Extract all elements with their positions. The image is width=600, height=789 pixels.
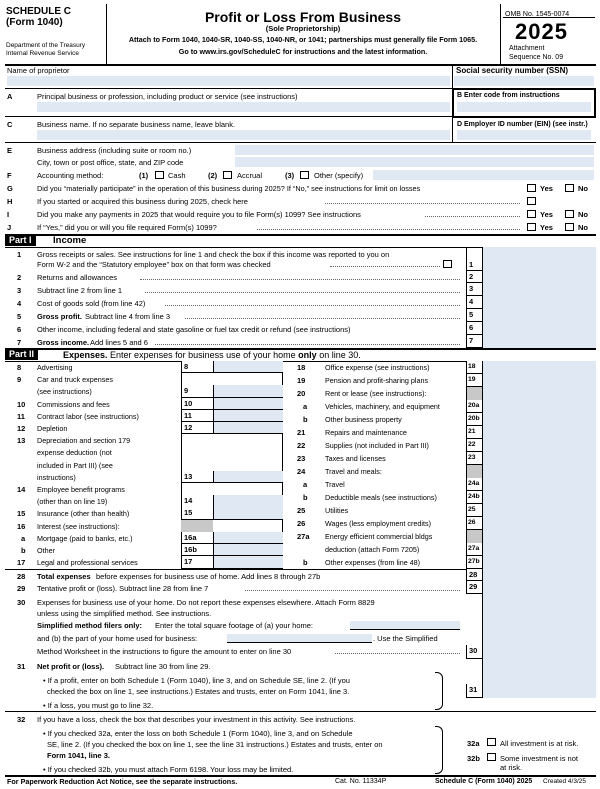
right-line-box: 22 bbox=[466, 439, 482, 452]
line-a-letter: A bbox=[7, 92, 13, 101]
left-line-label: Employee benefit programs bbox=[37, 485, 125, 494]
g-yes-label: Yes bbox=[540, 184, 553, 193]
right-line-label: Travel and meals: bbox=[325, 467, 382, 476]
right-line-label: Energy efficient commercial bldgs bbox=[325, 532, 433, 541]
goto-note: Go to www.irs.gov/ScheduleC for instructions and the latest information. bbox=[178, 47, 428, 56]
left-line-num: b bbox=[21, 546, 26, 555]
j-no-label: No bbox=[578, 223, 588, 232]
attach-note: Attach to Form 1040, 1040-SR, 1040-SS, 1040-NR, or 1041; partnerships must generally file Form 1065. bbox=[128, 35, 478, 44]
right-line-label: Deductible meals (see instructions) bbox=[325, 493, 437, 502]
left-amount-field[interactable] bbox=[213, 471, 283, 483]
left-line-label: (other than on line 19) bbox=[37, 497, 108, 507]
form-label: (Form 1040) bbox=[6, 17, 63, 28]
omb-number: OMB No. 1545-0074 bbox=[505, 11, 570, 18]
form-subtitle: (Sole Proprietorship) bbox=[265, 24, 341, 33]
line31-profit-b: checked the box on line 1, see instructions.) Estates and trusts, enter on Form 1041, line 3. bbox=[47, 687, 350, 696]
right-line-num: 26 bbox=[297, 519, 306, 528]
right-line-num: 18 bbox=[297, 363, 306, 372]
all-at-risk-label: All investment is at risk. bbox=[500, 739, 579, 748]
created-date: Created 4/3/25 bbox=[543, 778, 587, 785]
right-line-label: Vehicles, machinery, and equipment bbox=[325, 402, 440, 411]
other-method-label: Other (specify) bbox=[314, 171, 364, 180]
left-line-label: Commissions and fees bbox=[37, 399, 110, 409]
left-line-label: Other bbox=[37, 546, 55, 555]
right-line-box: 19 bbox=[466, 374, 482, 387]
left-line-num: 11 bbox=[17, 411, 25, 421]
left-amount-field[interactable] bbox=[213, 556, 283, 568]
left-line-num: 10 bbox=[17, 399, 26, 409]
right-line-box: 26 bbox=[466, 517, 482, 530]
right-line-label: Taxes and licenses bbox=[325, 454, 386, 463]
right-shaded-cell bbox=[466, 465, 482, 478]
right-line-label: Other expenses (from line 48) bbox=[325, 558, 421, 567]
right-line-num: a bbox=[303, 402, 308, 411]
right-line-box: 18 bbox=[466, 361, 482, 374]
left-amount-field[interactable] bbox=[213, 495, 283, 507]
business-city-field[interactable] bbox=[235, 157, 594, 167]
line31-label: Subtract line 30 from line 29. bbox=[115, 662, 211, 671]
left-amount-field[interactable] bbox=[213, 532, 283, 544]
line3-label: Subtract line 2 from line 1 bbox=[37, 286, 123, 295]
right-line-num: b bbox=[303, 558, 308, 567]
left-line-label: Car and truck expenses bbox=[37, 375, 113, 385]
left-line-num: 8 bbox=[17, 363, 22, 372]
left-line-label: Depletion bbox=[37, 424, 68, 433]
right-line-num: 27a bbox=[297, 532, 310, 541]
line30-text-d2: . Use the Simplified bbox=[373, 634, 438, 643]
attachment-label: Attachment bbox=[509, 45, 545, 52]
line-f-letter: F bbox=[7, 171, 12, 180]
statutory-employee-checkbox[interactable] bbox=[443, 260, 452, 268]
right-line-box: 24b bbox=[466, 491, 482, 504]
line29-label: Tentative profit or (loss). Subtract line 28 from line 7 bbox=[37, 584, 209, 593]
i-yes-checkbox[interactable] bbox=[527, 210, 536, 218]
left-line-label: instructions) bbox=[37, 472, 76, 482]
schedule-label: SCHEDULE C bbox=[6, 6, 72, 17]
cash-checkbox[interactable] bbox=[155, 171, 164, 179]
j-no-checkbox[interactable] bbox=[565, 223, 574, 231]
left-line-label: Legal and professional services bbox=[37, 558, 138, 568]
left-line-box: 9 bbox=[181, 385, 213, 397]
h-checkbox[interactable] bbox=[527, 197, 536, 205]
left-line-box: 15 bbox=[181, 507, 213, 519]
line28-label: before expenses for business use of home. Add lines 8 through 27b bbox=[96, 572, 321, 581]
left-amount-field[interactable] bbox=[213, 507, 283, 519]
line32-a-text1: • If you checked 32a, enter the loss on both Schedule 1 (Form 1040), line 3, and on Schedule bbox=[43, 729, 353, 738]
proprietor-name-field[interactable] bbox=[7, 76, 450, 86]
some-not-at-risk-label2: at risk. bbox=[500, 763, 523, 772]
left-line-box: 13 bbox=[181, 471, 213, 483]
right-line-box: 27a bbox=[466, 543, 482, 556]
business-code-field[interactable] bbox=[457, 102, 591, 112]
line7-bold: Gross income. bbox=[37, 338, 90, 347]
business-address-field[interactable] bbox=[235, 145, 594, 155]
line2-label: Returns and allowances bbox=[37, 273, 118, 282]
line4-label: Cost of goods sold (from line 42) bbox=[37, 299, 146, 308]
right-line-label: Wages (less employment credits) bbox=[325, 519, 431, 528]
other-method-checkbox[interactable] bbox=[300, 171, 309, 179]
catalog-number: Cat. No. 11334P bbox=[335, 778, 387, 785]
left-line-box: 12 bbox=[181, 422, 213, 434]
left-line-box: 16b bbox=[181, 544, 213, 556]
right-line-label: deduction (attach Form 7205) bbox=[325, 545, 420, 554]
left-line-box: 8 bbox=[181, 361, 213, 373]
left-line-label: Insurance (other than health) bbox=[37, 509, 130, 519]
left-line-num: 14 bbox=[17, 485, 26, 494]
left-amount-field[interactable] bbox=[213, 410, 283, 422]
right-line-num: a bbox=[303, 480, 308, 489]
right-line-label: Travel bbox=[325, 480, 345, 489]
line-b-label: B Enter code from instructions bbox=[457, 92, 560, 99]
proprietor-name-label: Name of proprietor bbox=[7, 66, 70, 75]
line31-amount[interactable] bbox=[482, 659, 596, 698]
line-i-letter: I bbox=[7, 210, 10, 219]
all-at-risk-checkbox[interactable] bbox=[487, 738, 496, 746]
form-title: Profit or Loss From Business bbox=[204, 9, 402, 25]
line-i-label: Did you make any payments in 2025 that would require you to file Form(s) 1099? See instructions bbox=[37, 210, 361, 219]
some-not-at-risk-label: Some investment is not bbox=[500, 754, 578, 763]
right-line-box: 21 bbox=[466, 426, 482, 439]
i-no-checkbox[interactable] bbox=[565, 210, 574, 218]
left-line-label: Mortgage (paid to banks, etc.) bbox=[37, 533, 133, 543]
line-j-label: If “Yes,” did you or will you file required Form(s) 1099? bbox=[37, 223, 217, 232]
right-line-box: 23 bbox=[466, 452, 482, 465]
i-no-label: No bbox=[578, 210, 588, 219]
right-line-label: Repairs and maintenance bbox=[325, 428, 407, 437]
left-line-label: (see instructions) bbox=[37, 387, 92, 397]
line32-a-text2: SE, line 2. (If you checked the box on line 1, see the line 31 instructions.) Estates and trusts, enter on bbox=[47, 740, 383, 749]
business-sqft-field[interactable] bbox=[227, 634, 372, 643]
left-line-box: 10 bbox=[181, 398, 213, 410]
left-line-box: 14 bbox=[181, 495, 213, 507]
line-h-letter: H bbox=[7, 197, 13, 206]
line30-text-c: Enter the total square footage of (a) your home: bbox=[155, 621, 314, 630]
left-line-num: 16 bbox=[17, 521, 26, 531]
right-line-num: 25 bbox=[297, 506, 306, 515]
left-line-num: 13 bbox=[17, 436, 26, 446]
line1-text-b: Form W-2 and the “Statutory employee” box on that form was checked bbox=[37, 260, 271, 269]
right-amount-column[interactable] bbox=[482, 361, 596, 569]
line6-label: Other income, including federal and state gasoline or fuel tax credit or refund (see instructions) bbox=[37, 325, 351, 334]
business-activity-field[interactable] bbox=[37, 102, 450, 112]
right-line-label: Supplies (not included in Part III) bbox=[325, 441, 429, 450]
line-a-label: Principal business or profession, including product or service (see instructions) bbox=[37, 92, 298, 101]
cash-label: Cash bbox=[168, 171, 186, 180]
line-c-letter: C bbox=[7, 120, 13, 129]
right-line-num: 24 bbox=[297, 467, 306, 476]
right-line-num: 23 bbox=[297, 454, 306, 463]
option-2-num: (2) bbox=[208, 171, 218, 180]
line28-29-amounts[interactable] bbox=[482, 569, 596, 594]
right-shaded-cell bbox=[466, 530, 482, 543]
accrual-checkbox[interactable] bbox=[223, 171, 232, 179]
line-h-label: If you started or acquired this business during 2025, check here bbox=[37, 197, 248, 206]
left-amount-field[interactable] bbox=[213, 422, 283, 434]
right-line-label: Office expense (see instructions) bbox=[325, 363, 430, 372]
business-name-field[interactable] bbox=[37, 130, 450, 140]
left-line-label: included in Part III) (see bbox=[37, 460, 113, 470]
g-no-label: No bbox=[578, 184, 588, 193]
dept-treasury: Department of the Treasury bbox=[6, 42, 86, 49]
right-line-num: 22 bbox=[297, 441, 306, 450]
line32-a-text3: Form 1041, line 3. bbox=[47, 751, 110, 760]
line16-shaded bbox=[181, 520, 213, 532]
line-f-label: Accounting method: bbox=[37, 171, 104, 180]
left-line-label: Depreciation and section 179 bbox=[37, 436, 131, 446]
g-no-checkbox[interactable] bbox=[565, 184, 574, 192]
line31-profit-a: • If a profit, enter on both Schedule 1 (Form 1040), line 3, and on Schedule SE, line 2. (If you bbox=[43, 676, 350, 685]
line-e-city-label: City, town or post office, state, and ZIP code bbox=[37, 158, 184, 167]
right-line-label: Rent or lease (see instructions): bbox=[325, 389, 427, 398]
left-line-box: 16a bbox=[181, 532, 213, 544]
part1-amount-column[interactable] bbox=[482, 247, 596, 348]
schedule-c-form: SCHEDULE C (Form 1040) Department of the Treasury Internal Revenue Service Profit or Loss From Business (Sole Proprietorship) Attach to Form 1040, 1040-SR, 1040-SS, 1040-NR, or 1041; partnerships must generally file Form 1065. Go to www.irs.gov/ScheduleC for instructions and the latest information. OMB No. 1545-0074 2025 Attachment Sequence No. 09 Name of proprietor Social security number (SSN) A Principal business or profession, including product or service (see instructions) B Enter code from instructions C Business name. If no separate business name, leave blank. D Employer ID number (EIN) (see instr.) E Business address (including suite or room no.) City, town or post office, state, and ZIP code F Accounting method: (1) Cash (2) Accrual (3) Other (specify) G Did you “materially participate” in the operation of this business during 2025? If “No,” see instructions for limit on losses Yes No H If you started or acquired this business during 2025, check here I Did you make any payments in 2025 that would require you to file Form(s) 1099? See instructions Yes No J If “Yes,” did you or will you file required Form(s) 1099? Yes No Part I Income 1 Gross receipts or sales. See instructions for line 1 and check the box if this income was reported to you on Form W-2 and the “Statutory employee” box on that form was checked 1 2 Returns and allowances 2 3 Subtract line 2 from line 1 3 4 Cost of goods sold (from line 42) 4 5 Gross profit. Subtract line 4 from line 3 5 6 Other income, including federal and state gasoline or fuel tax credit or refund (see instructions) 6 7 Gross income. Add lines 5 and 6 7 Part II Expenses. Enter expenses for business use of your home only on line 30. 8 Advertising 9 Car and truck expenses (see instructions) 10 Commissions and fees 11 Contract labor (see instructions) 12 Depletion 13 Depreciation and section 179 expense deduction (not included in Part III) (see instructions) 14 Employee benefit programs (other than on line 19) 15 Insurance (other than health) 16 Interest (see instructions): a Mortgage (paid to banks, etc.) b Other 17 Legal and professional services 8 9 10 11 12 13 14 15 16a 16b 17 18 Office expense (see instructions) 19 Pension and profit-sharing plans 20 Rent or lease (see instructions): a Vehicles, machinery, and equipment b Other business property 21 Repairs and maintenance 22 Supplies (not included in Part III) 23 Taxes and licenses 24 Travel and meals: a Travel b Deductible meals (see instructions) 25 Utilities 26 Wages (less employment credits) 27a Energy efficient commercial bldgs deduction (attach Form 7205) b Other expenses (from line 48) 18 19 20a 20b 21 22 23 24a 24b 25 26 27a 27b 28 Total expenses before expenses for business use of home. Add lines 8 through 27b 28 29 Tentative profit or (loss). Subtract line 28 from line 7 29 30 Expenses for business use of your home. Do not report these expenses elsewhere. Attach Form 8829 unless using the simplified method. See instructions. Simplified method filers only: Enter the total square footage of (a) your home: and (b) the part of your home used for business: . Use the Simplified Method Worksheet in the instructions to figure the amount to enter on line 30 30 31 Net profit or (loss). Subtract line 30 from line 29. • If a profit, enter on both Schedule 1 (Form 1040), line 3, and on Schedule SE, line 2. (If you checked the box on line 1, see instructions.) Estates and trusts, enter on Form 1041, line 3. • If a loss, you must go to line 32. 31 32 If you have a loss, check the box that describes your investment in this activity. See instructions. • If you checked 32a, enter the loss on both Schedule 1 (Form 1040), line 3, and on Schedule SE, line 2. (If you checked the box on line 1, see the line 31 instructions.) Estates and trusts, enter on Form 1041, line 3. • If you checked 32b, you must attach Form 6198. Your loss may be limited. 32a All investment is at risk. 32b Some investment is not at risk. For Paperwork Reduction Act Notice, see the separate instructions. Cat. No. 11334P Schedule C (Form 1040) 2025 Created 4/3/25 bbox=[5, 4, 596, 786]
right-line-box: 25 bbox=[466, 504, 482, 517]
part1-tag: Part I bbox=[5, 235, 36, 246]
ein-field[interactable] bbox=[457, 130, 591, 140]
left-line-num: 9 bbox=[17, 375, 22, 385]
j-yes-checkbox[interactable] bbox=[527, 223, 536, 231]
left-line-num: a bbox=[21, 533, 26, 543]
line1-text-a: Gross receipts or sales. See instructions for line 1 and check the box if this income was reported to you on bbox=[37, 250, 390, 259]
line30-amount[interactable] bbox=[482, 594, 596, 659]
right-line-box: 24a bbox=[466, 478, 482, 491]
left-line-num: 12 bbox=[17, 424, 26, 433]
accrual-label: Accrual bbox=[237, 171, 263, 180]
footer-notice: For Paperwork Reduction Act Notice, see the separate instructions. bbox=[7, 777, 238, 786]
line-e-letter: E bbox=[7, 146, 13, 155]
part2-tag: Part II bbox=[5, 349, 38, 360]
right-line-label: Other business property bbox=[325, 415, 402, 424]
ssn-label: Social security number (SSN) bbox=[456, 66, 569, 75]
line28-bold: Total expenses bbox=[37, 572, 91, 581]
line32-label: If you have a loss, check the box that describes your investment in this activity. See instructions. bbox=[37, 715, 356, 724]
other-method-field[interactable] bbox=[373, 170, 594, 180]
right-shaded-cell bbox=[466, 387, 482, 400]
right-line-num: 21 bbox=[297, 428, 306, 437]
line30-text-d: and (b) the part of your home used for business: bbox=[37, 634, 198, 643]
sequence-number: Sequence No. 09 bbox=[509, 54, 564, 61]
i-yes-label: Yes bbox=[540, 210, 553, 219]
line-c-label: Business name. If no separate business name, leave blank. bbox=[37, 120, 236, 129]
line-e-label: Business address (including suite or room no.) bbox=[37, 146, 192, 155]
left-line-box: 11 bbox=[181, 410, 213, 422]
line-j-letter: J bbox=[7, 223, 12, 232]
some-not-at-risk-checkbox[interactable] bbox=[487, 753, 496, 761]
option-1-num: (1) bbox=[139, 171, 149, 180]
line30-simplified-bold: Simplified method filers only: bbox=[37, 621, 143, 630]
expenses-right-column bbox=[283, 361, 466, 569]
line7-label: Add lines 5 and 6 bbox=[90, 338, 148, 347]
right-line-box: 20a bbox=[466, 400, 482, 413]
line-g-label: Did you “materially participate” in the operation of this business during 2025? If “No,” see instructions for limit on losses bbox=[37, 184, 421, 193]
right-line-num: b bbox=[303, 415, 308, 424]
left-line-num: 17 bbox=[17, 558, 26, 568]
line31-bold: Net profit or (loss). bbox=[37, 662, 105, 671]
left-line-label: expense deduction (not bbox=[37, 448, 112, 458]
right-line-box: 27b bbox=[466, 556, 482, 569]
line5-label: Subtract line 4 from line 3 bbox=[85, 312, 171, 321]
left-line-label: Contract labor (see instructions) bbox=[37, 411, 139, 421]
g-yes-checkbox[interactable] bbox=[527, 184, 536, 192]
right-line-box: 20b bbox=[466, 413, 482, 426]
line30-text-b: unless using the simplified method. See instructions. bbox=[37, 609, 212, 618]
left-line-label: Advertising bbox=[37, 363, 73, 372]
part2-title: Expenses. Enter expenses for business use of your home only on line 30. bbox=[63, 350, 361, 360]
left-line-box: 17 bbox=[181, 556, 213, 568]
tax-year: 2025 bbox=[515, 19, 568, 44]
left-amount-field[interactable] bbox=[213, 385, 283, 397]
left-line-label: Interest (see instructions): bbox=[37, 521, 120, 531]
right-line-label: Utilities bbox=[325, 506, 349, 515]
home-sqft-field[interactable] bbox=[350, 621, 460, 630]
right-line-num: b bbox=[303, 493, 308, 502]
dept-irs: Internal Revenue Service bbox=[6, 50, 79, 57]
option-3-num: (3) bbox=[285, 171, 295, 180]
left-amount-field[interactable] bbox=[213, 544, 283, 556]
ssn-field[interactable] bbox=[454, 76, 594, 86]
footer-form: Schedule C (Form 1040) 2025 bbox=[435, 778, 533, 785]
line30-text-e: Method Worksheet in the instructions to figure the amount to enter on line 30 bbox=[37, 647, 292, 656]
right-line-num: 19 bbox=[297, 376, 306, 385]
line-g-letter: G bbox=[7, 184, 13, 193]
line32-b-text: • If you checked 32b, you must attach Form 6198. Your loss may be limited. bbox=[43, 765, 294, 774]
part1-title: Income bbox=[53, 235, 87, 246]
j-yes-label: Yes bbox=[540, 223, 553, 232]
left-amount-field[interactable] bbox=[213, 361, 283, 373]
line5-bold: Gross profit. bbox=[37, 312, 83, 321]
line30-text-a: Expenses for business use of your home. Do not report these expenses elsewhere. Attach Form 8829 bbox=[37, 598, 375, 607]
line-d-label: D Employer ID number (EIN) (see instr.) bbox=[457, 121, 588, 128]
line31-loss: • If a loss, you must go to line 32. bbox=[43, 701, 154, 710]
left-amount-field[interactable] bbox=[213, 398, 283, 410]
left-line-num: 15 bbox=[17, 509, 26, 519]
right-line-label: Pension and profit-sharing plans bbox=[325, 376, 429, 385]
right-line-num: 20 bbox=[297, 389, 306, 398]
